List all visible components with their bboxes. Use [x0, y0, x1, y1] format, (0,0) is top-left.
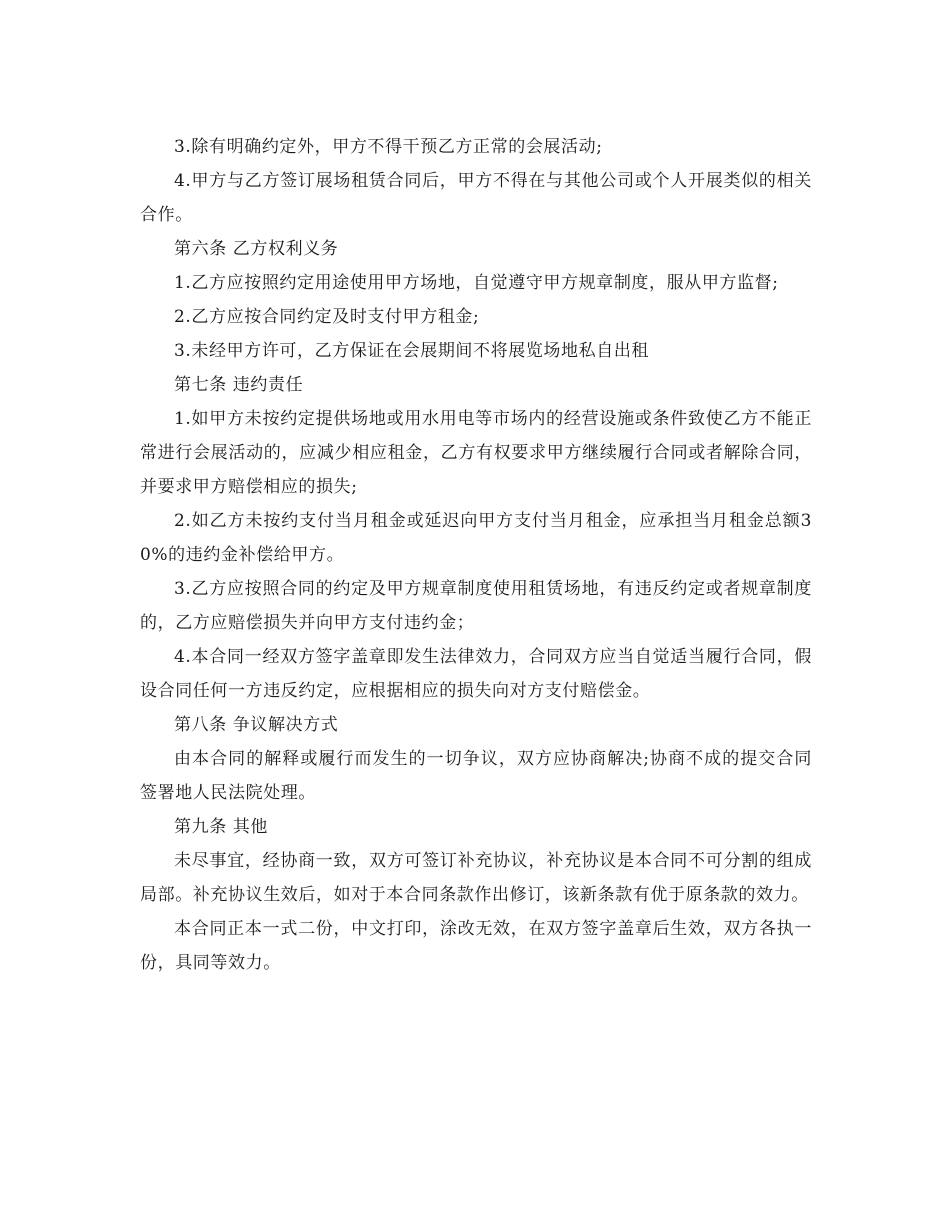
document-body [140, 130, 812, 980]
clause-5-item-3: 3.除有明确约定外，甲方不得干预乙方正常的会展活动; [174, 137, 603, 157]
article-7-heading: 第七条 违约责任 [174, 375, 304, 395]
clause-7-item-3: 3.乙方应按照合同的约定及甲方规章制度使用租赁场地，有违反约定或者规章制度的，乙方应赔偿损失并向甲方支付违约金； [140, 579, 812, 633]
clause-9-text-1: 未尽事宜，经协商一致，双方可签订补充协议，补充协议是本合同不可分割的组成局部。补充协议生效后，如对于本合同条款作出修订，该新条款有优于原条款的效力。 [140, 851, 812, 905]
clause-7-item-2: 2.如乙方未按约支付当月租金或延迟向甲方支付当月租金，应承担当月租金总额30%的违约金补偿给甲方。 [140, 511, 812, 565]
article-6-heading: 第六条 乙方权利义务 [174, 239, 339, 259]
article-8-heading: 第八条 争议解决方式 [174, 715, 339, 735]
clause-6-item-3: 3.未经甲方许可，乙方保证在会展期间不将展览场地私自出租 [174, 341, 650, 361]
clause-7-item-4: 4.本合同一经双方签字盖章即发生法律效力，合同双方应当自觉适当履行合同，假设合同任何一方违反约定，应根据相应的损失向对方支付赔偿金。 [140, 647, 812, 701]
article-9-heading: 第九条 其他 [174, 817, 269, 837]
clause-8-text: 由本合同的解释或履行而发生的一切争议，双方应协商解决;协商不成的提交合同签署地人民法院处理。 [140, 749, 812, 803]
clause-6-item-2: 2.乙方应按合同约定及时支付甲方租金; [174, 307, 480, 327]
clause-7-item-1: 1.如甲方未按约定提供场地或用水用电等市场内的经营设施或条件致使乙方不能正常进行会展活动的，应减少相应租金，乙方有权要求甲方继续履行合同或者解除合同，并要求甲方赔偿相应的损失; [140, 409, 812, 497]
clause-9-text-2: 本合同正本一式二份，中文打印，涂改无效，在双方签字盖章后生效，双方各执一份，具同等效力。 [140, 919, 812, 973]
clause-6-item-1: 1.乙方应按照约定用途使用甲方场地，自觉遵守甲方规章制度，服从甲方监督; [174, 273, 779, 293]
clause-5-item-4: 4.甲方与乙方签订展场租赁合同后，甲方不得在与其他公司或个人开展类似的相关合作。 [140, 171, 812, 225]
